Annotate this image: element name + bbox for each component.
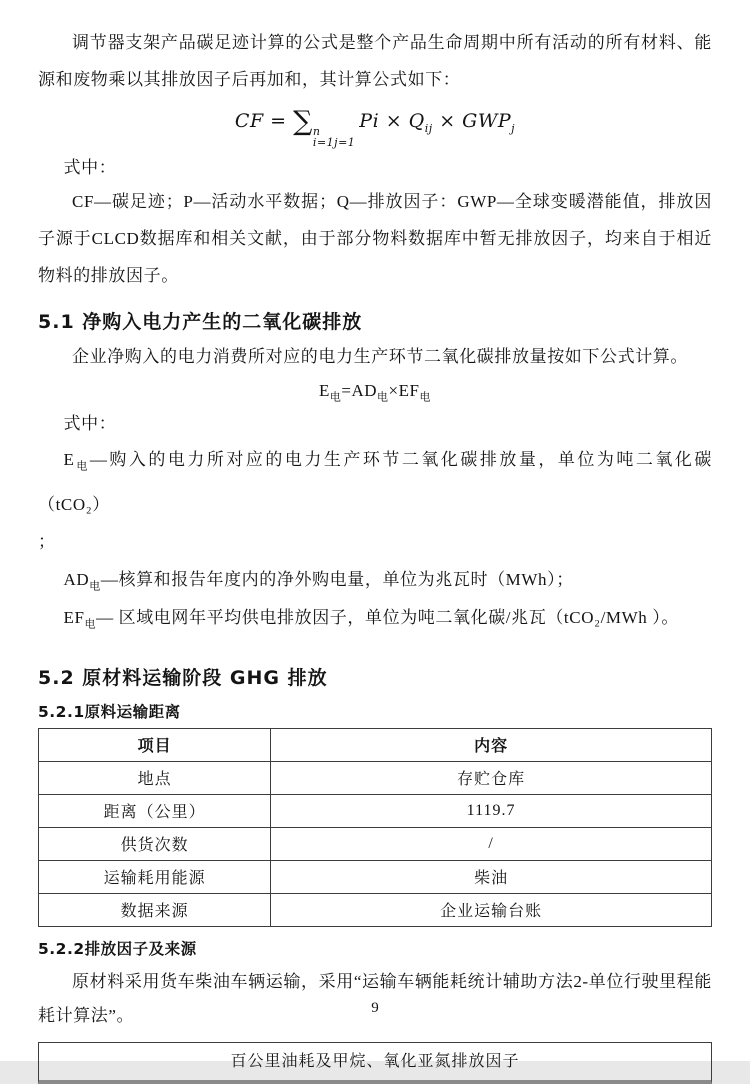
definition-ad-subscript: 电 [89,580,101,593]
definition-ef-subscript: 电 [84,618,97,631]
definition-e-symbol: E [63,450,75,470]
cf-formula-gwp: GWP [462,110,512,132]
definition-ef-symbol: EF [63,608,85,628]
sigma-symbol: ∑ [293,106,313,137]
table-cell-label: 数据来源 [39,893,271,926]
where-label-1: 式中： [63,158,117,177]
section-5-2-1-heading: 5.2.1原料运输距离 [38,702,181,721]
table-cell-label: 供货次数 [39,827,271,860]
definition-ad [38,564,712,602]
table-row [39,860,712,893]
table-header-row [39,728,712,761]
cf-formula [38,106,712,148]
emission-factor-table-title: 百公里油耗及甲烷、氧化亚氮排放因子 [38,1042,712,1084]
where-label-2: 式中： [63,414,117,434]
s51-intro-paragraph: 企业净购入的电力消费所对应的电力生产环节二氧化碳排放量按如下公式计算。 [72,347,688,366]
table-cell-value: 存贮仓库 [271,761,712,794]
sigma-upper-limit: n [312,125,321,138]
e-formula-sub1: 电 [329,391,342,404]
table-cell-value: 企业运输台账 [271,893,712,926]
cf-formula-times1: × [379,110,409,132]
e-formula-part3: ×EF [388,381,420,400]
cf-formula-gwp-sub: j [511,121,516,135]
s522-paragraph: 原材料采用货车柴油车辆运输，采用“运输车辆能耗统计辅助方法2-单位行驶里程能耗计算法”。 [38,971,712,1025]
section-5-1-heading: 5.1 净购入电力产生的二氧化碳排放 [38,311,363,333]
definition-e [38,441,712,522]
table-cell-value: 1119.7 [271,794,712,827]
table-row [39,761,712,794]
table-row [39,827,712,860]
cf-formula-p: Pi [359,110,380,132]
page-number: 9 [371,1000,379,1016]
definition-e-subscript: 电 [74,460,90,473]
definition-e-text: —购入的电力所对应的电力生产环节二氧化碳排放量，单位为吨二氧化碳（tCO₂） [38,450,712,514]
table-cell-label: 运输耗用能源 [39,860,271,893]
electricity-formula [38,381,712,404]
cf-formula-q-sub: ij [424,121,433,135]
sigma-limits [313,126,355,148]
cf-formula-lhs: CF [234,110,264,132]
sigma-lower-limit: i=1j=1 [312,136,356,149]
table-row [39,794,712,827]
cf-formula-times2: × [432,110,463,132]
table-cell-value: 柴油 [271,860,712,893]
definition-ad-text: —核算和报告年度内的净外购电量，单位为兆瓦时（MWh）； [100,569,574,589]
table-header-item: 项目 [39,728,271,761]
cf-formula-eq: = [263,110,294,132]
transport-distance-table [38,728,712,927]
e-formula-sub2: 电 [377,391,389,404]
e-formula-part1: E [319,381,330,400]
section-5-2-heading: 5.2 原材料运输阶段 GHG 排放 [38,666,328,689]
section-5-2-2-heading: 5.2.2排放因子及来源 [38,939,197,958]
e-formula-part2: =AD [341,381,378,400]
cf-formula-q: Q [408,110,425,132]
table-cell-label: 距离（公里） [39,794,271,827]
definition-ad-symbol: AD [63,569,90,589]
intro-paragraph: 调节器支架产品碳足迹计算的公式是整个产品生命周期中所有活动的所有材料、能源和废物乘以其排放因子后再加和，其计算公式如下： [38,33,712,89]
table-cell-label: 地点 [39,761,271,794]
definition-ef [38,602,712,640]
e-formula-sub3: 电 [419,391,431,404]
table-row [39,893,712,926]
definition-e-wrap: ； [38,531,56,551]
table-cell-value: / [271,827,712,860]
definition-ef-text: — 区域电网年平均供电排放因子，单位为吨二氧化碳/兆瓦（tCO₂/MWh ）。 [96,608,679,628]
symbols-paragraph: CF—碳足迹；P—活动水平数据；Q—排放因子：GWP—全球变暖潜能值，排放因子源于CLCD数据库和相关文献，由于部分物料数据库中暂无排放因子，均来自于相近物料的排放因子。 [38,192,712,285]
table-header-content: 内容 [271,728,712,761]
